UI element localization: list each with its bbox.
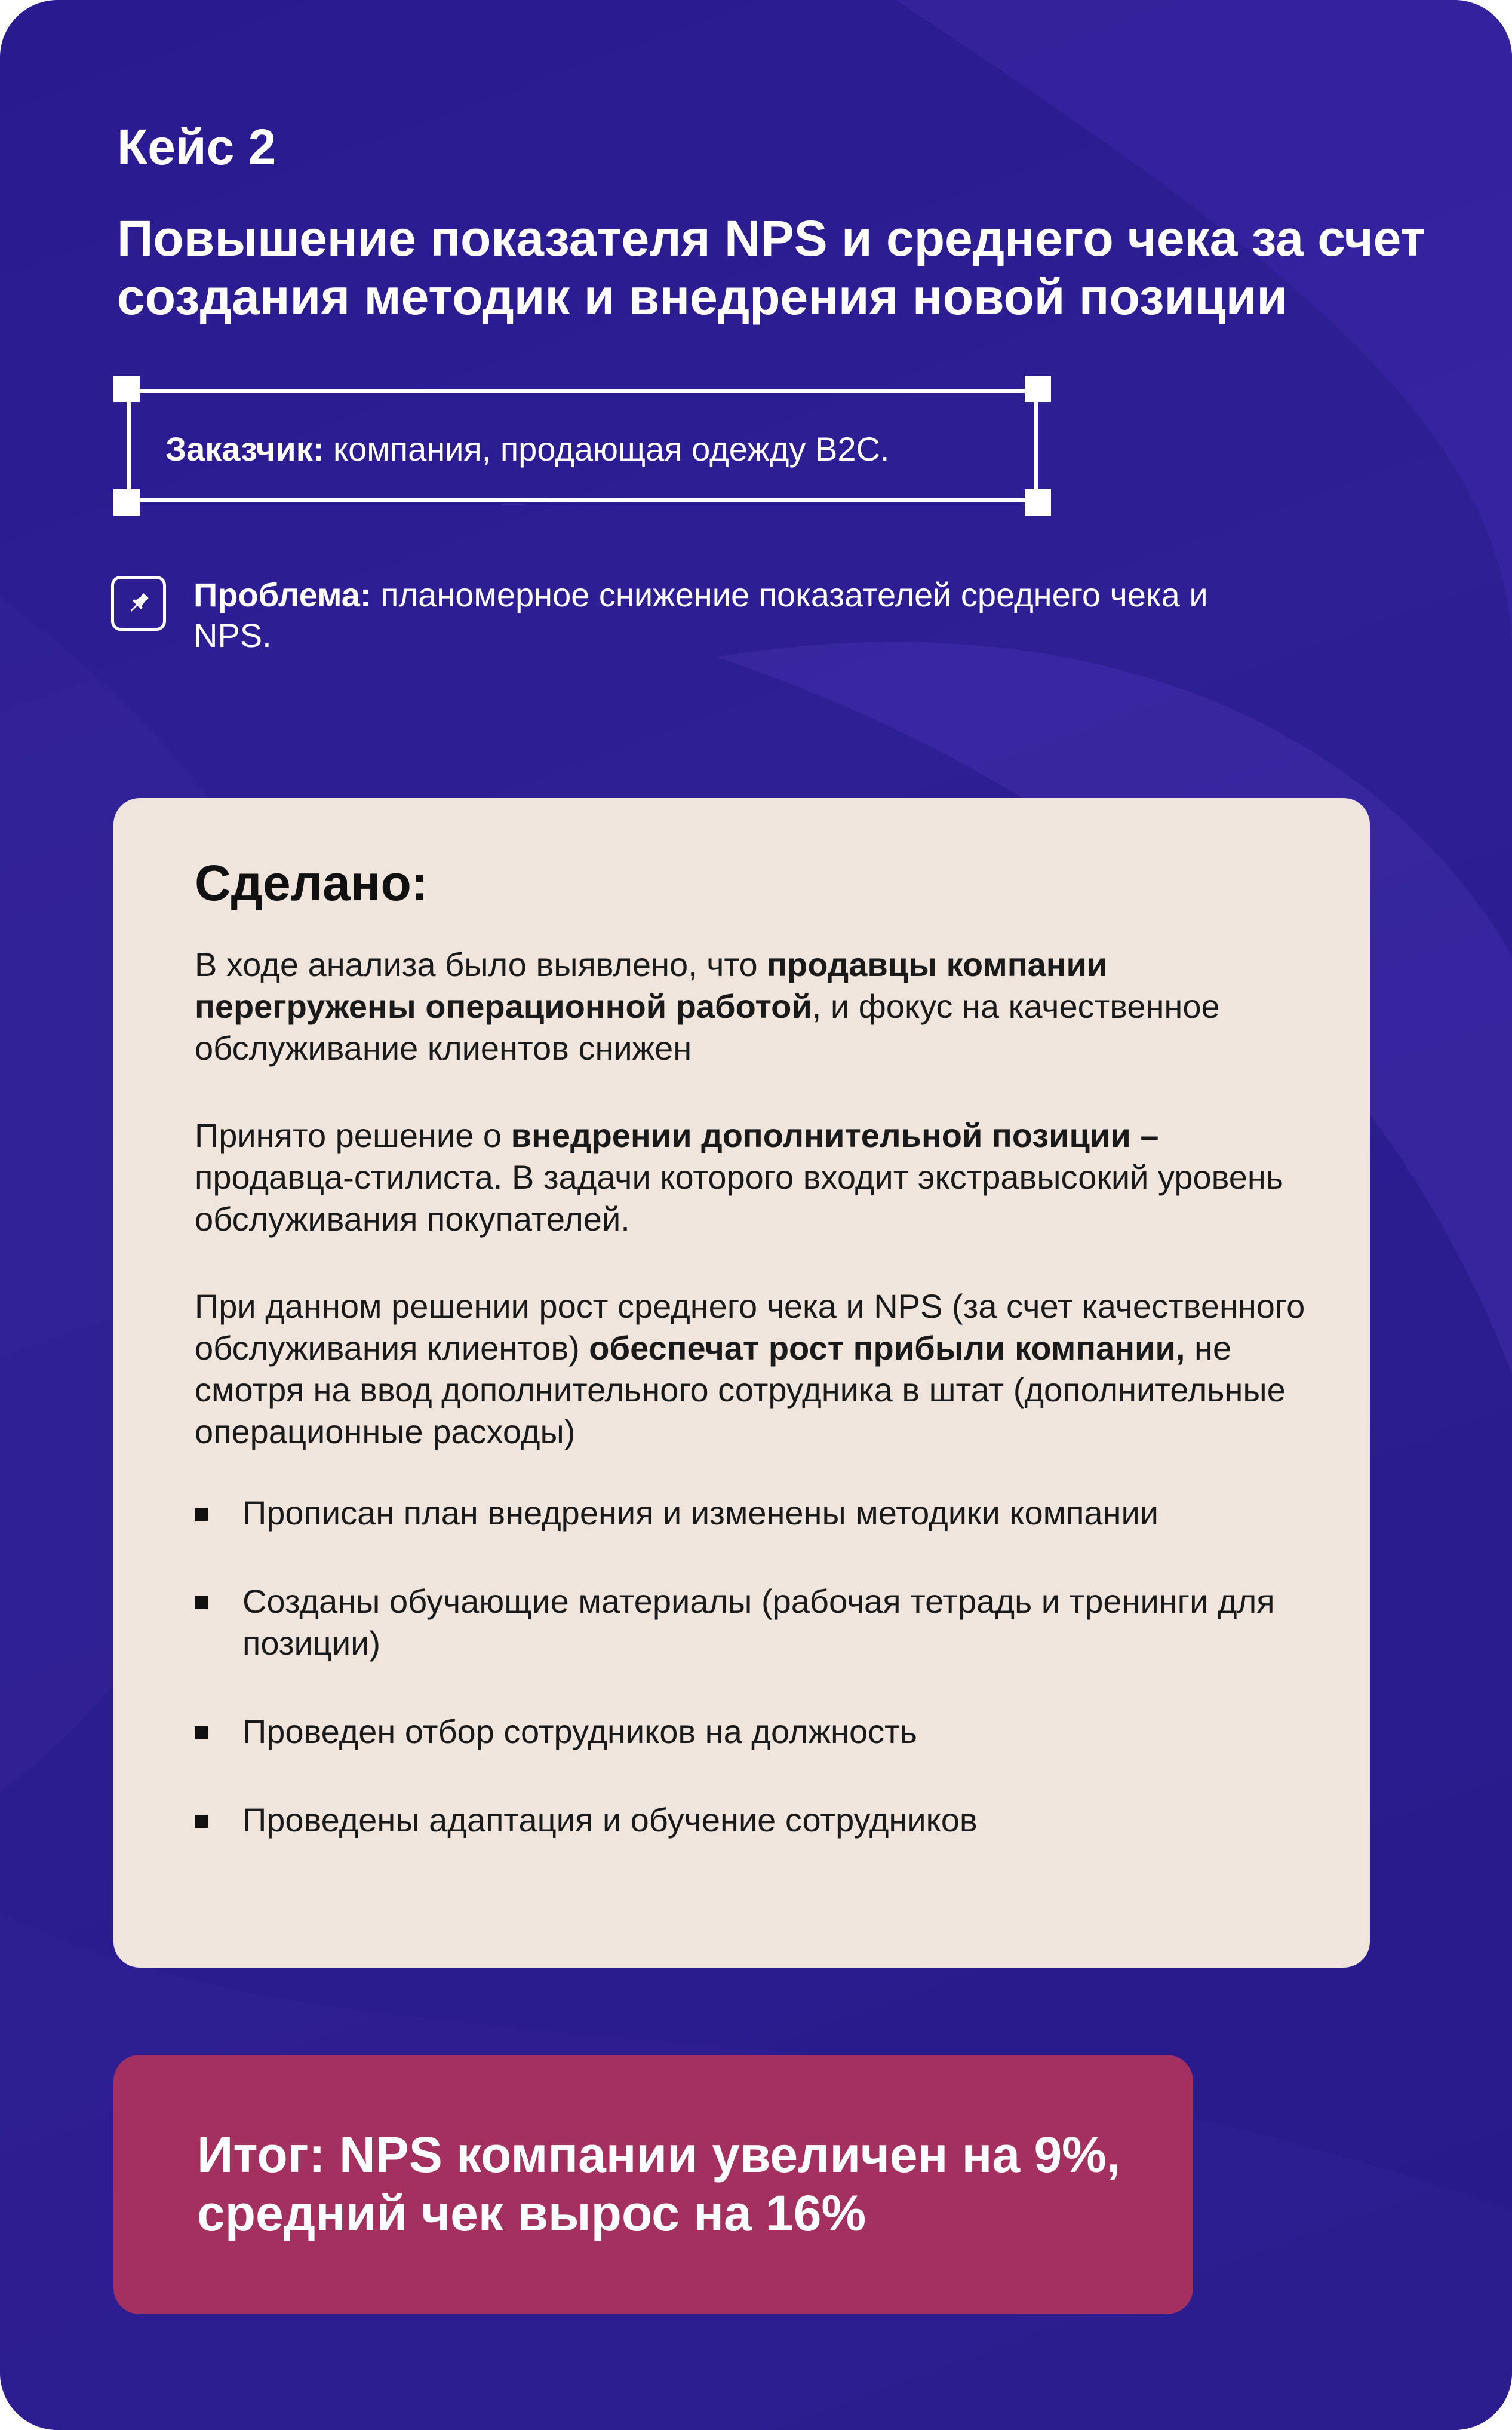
list-item [195,1799,1317,1841]
client-info [165,430,889,468]
bullet-square-icon [195,1596,208,1609]
done-bullet-list [195,1492,1317,1841]
paragraph-text: В ходе анализа было выявлено, что [195,946,767,983]
problem-description: планомерное снижение показателей среднего чека и NPS. [193,576,1208,654]
paragraph-text: не смотря на ввод дополнительного сотрудника в штат (дополнительные операционные расходы) [195,1329,1286,1450]
paragraph-text: продавца-стилиста. В задачи которого входит экстравысокий уровень обслуживания покупателей. [195,1158,1283,1238]
swirl-shape-1 [896,0,1512,657]
paragraph-highlight: внедрении дополнительной позиции – [511,1116,1159,1154]
paragraph-text: , и фокус на качественное обслуживание клиентов снижен [195,987,1220,1067]
result-text: Итог: NPS компании увеличен на 9%, средний чек вырос на 16% [197,2127,1121,2241]
problem-label: Проблема: [193,576,371,613]
case-number: Кейс 2 [117,119,276,175]
bullet-square-icon [195,1508,208,1521]
selection-handle-top-left [113,376,140,402]
done-paragraph-1 [195,944,1317,1069]
done-panel [113,798,1370,1968]
paragraph-text: Принято решение о [195,1116,511,1154]
list-item-text: Проведен отбор сотрудников на должность [242,1713,917,1750]
selection-handle-bottom-left [113,489,140,516]
selection-handle-top-right [1025,376,1051,402]
paragraph-text: При данном решении рост среднего чека и NPS (за счет качественного обслуживания клиентов) [195,1287,1305,1367]
list-item [195,1711,1317,1753]
pin-icon [111,576,166,631]
client-box [127,389,1038,502]
bullet-square-icon [195,1815,208,1828]
paragraph-highlight: продавцы компании перегружены операционной работой [195,946,1108,1025]
done-title: Сделано: [195,855,428,911]
done-paragraph-2 [195,1115,1317,1240]
list-item-text: Проведены адаптация и обучение сотрудников [242,1801,978,1839]
pin-icon-glyph [124,589,153,618]
list-item-text: Созданы обучающие материалы (рабочая тетрадь и тренинги для позиции) [242,1582,1275,1662]
paragraph-highlight: обеспечат рост прибыли компании, [589,1329,1185,1367]
case-headline: Повышение показателя NPS и среднего чека за счет создания методик и внедрения новой позиции [117,210,1425,325]
bullet-square-icon [195,1726,208,1739]
problem-info [193,575,1244,656]
client-description: компания, продающая одежду B2C. [324,430,890,468]
result-panel [113,2055,1193,2314]
list-item [195,1581,1317,1664]
selection-handle-bottom-right [1025,489,1051,516]
client-label: Заказчик: [165,430,324,468]
list-item-text: Прописан план внедрения и изменены методики компании [242,1494,1159,1532]
done-paragraph-3 [195,1285,1317,1453]
list-item [195,1492,1317,1534]
